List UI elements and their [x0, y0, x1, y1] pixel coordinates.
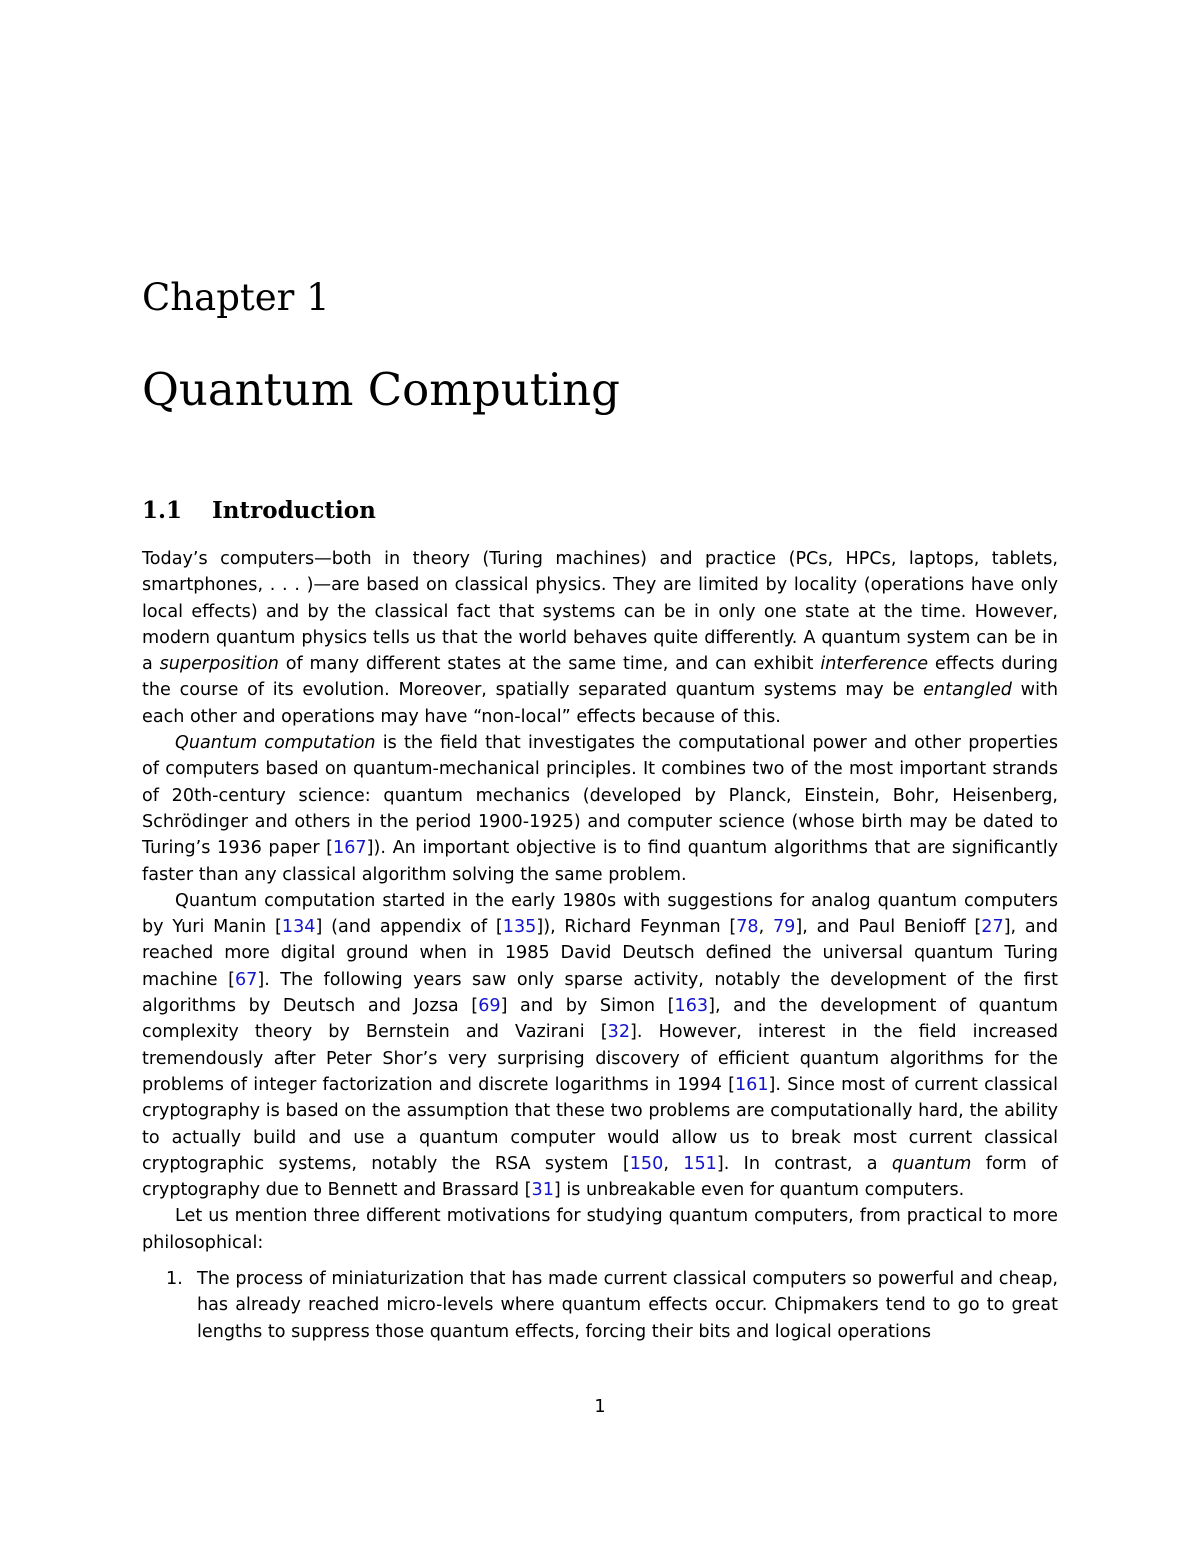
paragraph-1: [142, 546, 1058, 730]
section-number: 1.1: [142, 497, 183, 524]
citation-link[interactable]: 32: [607, 1022, 631, 1043]
citation-link[interactable]: 78: [736, 917, 759, 938]
list-item-text: The process of miniaturization that has made current classical computers so powerful and cheap, has already reached micro-levels where quantum effects occur. Chipmakers tend to go to great lengths to suppress those quantum effects, forcing their bits and logical operations: [197, 1269, 1058, 1342]
emphasis-interference: interference: [820, 654, 929, 675]
citation-link[interactable]: 27: [981, 917, 1004, 938]
citation-link[interactable]: 167: [333, 838, 367, 859]
text-run: ] is unbreakable even for quantum computers.: [553, 1180, 965, 1201]
citation-link[interactable]: 151: [683, 1153, 717, 1174]
citation-link[interactable]: 31: [531, 1180, 554, 1201]
emphasis-quantum-computation: Quantum computation: [175, 733, 376, 754]
text-run: with each other and operations may have “non-local” effects because of this.: [142, 680, 1059, 727]
citation-link[interactable]: 69: [478, 996, 501, 1017]
text-run: ] (and appendix of [: [315, 917, 503, 938]
chapter-label: Chapter 1: [142, 276, 330, 319]
text-run: ,: [758, 917, 773, 938]
text-run: form of cryptography due to Bennett and Brassard [: [142, 1153, 1058, 1201]
citation-link[interactable]: 134: [281, 917, 316, 938]
citation-link[interactable]: 163: [674, 996, 709, 1017]
emphasis-quantum: quantum: [891, 1153, 972, 1174]
motivations-list: [142, 1266, 1058, 1345]
text-run: ]), Richard Feynman [: [536, 917, 737, 938]
section-heading: [142, 494, 376, 528]
paragraph-3: [142, 888, 1058, 1204]
citation-link[interactable]: 79: [772, 917, 796, 938]
text-run: of many different states at the same time, and can exhibit: [278, 654, 821, 675]
citation-link[interactable]: 67: [234, 969, 258, 990]
text-run: ]). An important objective is to find quantum algorithms that are significantly faster than any classical algorithm solving the same problem.: [142, 838, 1058, 885]
text-run: ] and by Simon [: [500, 996, 675, 1017]
section-title: Introduction: [212, 497, 376, 524]
text-run: Quantum computation started in the early 1980s with suggestions for analog quantum computers by Yuri Manin [: [142, 890, 1058, 938]
list-item-number: 1.: [166, 1269, 183, 1290]
page-number: 1: [594, 1397, 606, 1417]
text-run: Today’s computers—both in theory (Turing machines) and practice (PCs, HPCs, laptops, tablets, smartphones, . . . )—are based on classical physics. They are limited by locality (operations have only local effects) and by the classical fact that systems can be in only one state at the time. However, modern quantum physics tells us that the world behaves quite differently. A quantum system can be in a: [142, 549, 1058, 675]
paragraph-4: Let us mention three different motivations for studying quantum computers, from practical to more philosophical:: [142, 1206, 1058, 1253]
text-run: effects during the course of its evolution. Moreover, spatially separated quantum systems may be: [142, 654, 1058, 701]
citation-link[interactable]: 161: [734, 1074, 769, 1095]
paragraph-2: [142, 730, 1058, 888]
emphasis-entangled: entangled: [923, 680, 1012, 701]
text-run: ]. However, interest in the field increased tremendously after Peter Shor’s very surprising discovery of efficient quantum algorithms for the problems of integer factorization and discrete logarithms in 1994 [: [142, 1022, 1058, 1095]
emphasis-superposition: superposition: [159, 654, 279, 675]
text-run: ]. In contrast, a: [716, 1153, 892, 1174]
text-run: ]. The following years saw only sparse activity, notably the development of the first algorithms by Deutsch and Jozsa [: [142, 969, 1058, 1017]
text-run: ,: [663, 1153, 684, 1174]
list-item: [142, 1266, 1058, 1345]
text-run: ]. Since most of current classical cryptography is based on the assumption that these two problems are computationally hard, the ability to actually build and use a quantum computer would allow us to break most current classical cryptographic systems, notably the RSA system [: [142, 1074, 1058, 1174]
body-text: [142, 546, 1058, 1345]
text-run: ], and reached more digital ground when in 1985 David Deutsch defined the universal quantum Turing machine [: [142, 917, 1059, 990]
citation-link[interactable]: 150: [629, 1153, 664, 1174]
text-run: ], and the development of quantum complexity theory by Bernstein and Vazirani [: [142, 996, 1059, 1043]
text-run: is the field that investigates the computational power and other properties of computers based on quantum-mechanical principles. It combines two of the most important strands of 20th-century science: quantum mechanics (developed by Planck, Einstein, Bohr, Heisenberg, Schrödinger and others in the period 1900-1925) and computer science (whose birth may be dated to Turing’s 1936 paper [: [142, 733, 1058, 859]
text-run: ], and Paul Benioff [: [795, 917, 982, 938]
chapter-title: Quantum Computing: [142, 363, 620, 416]
citation-link[interactable]: 135: [502, 917, 537, 938]
